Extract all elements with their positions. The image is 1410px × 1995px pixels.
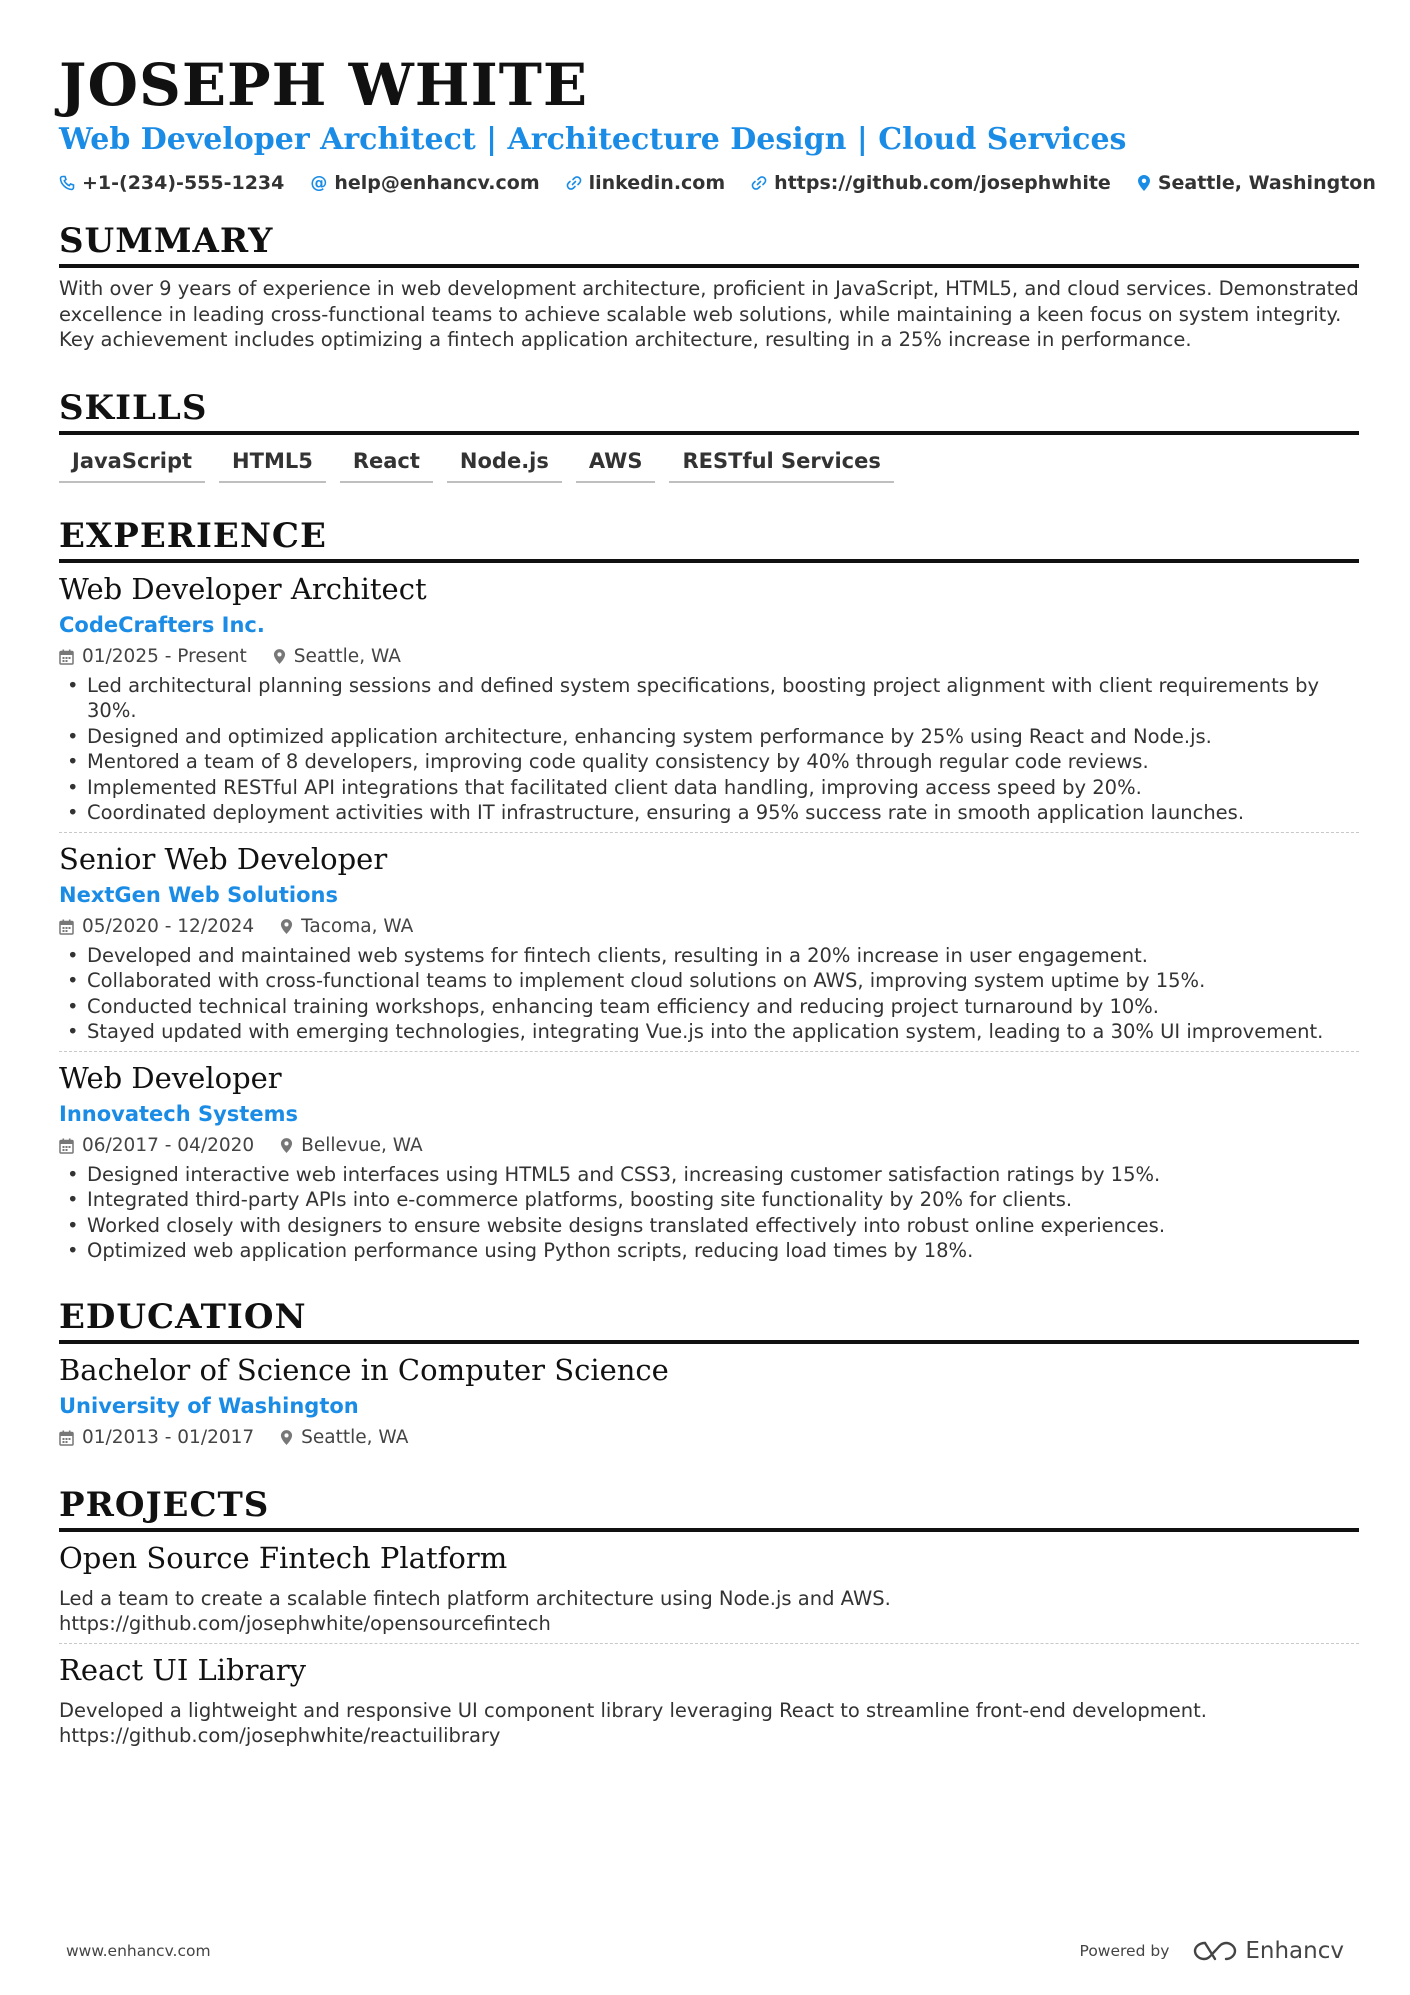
job-title: Web Developer <box>59 1060 282 1095</box>
contact-location-text: Seattle, Washington <box>1157 172 1376 194</box>
job-meta <box>59 1134 1359 1158</box>
job-dates <box>59 915 254 939</box>
contact-bar <box>59 172 1376 194</box>
skill-tag: AWS <box>576 449 656 483</box>
skill-tag: React <box>340 449 433 483</box>
skill-tag: Node.js <box>447 449 562 483</box>
job-bullet: • Optimized web application performance using Python scripts, reducing load times by 18%. <box>59 1238 1359 1264</box>
summary-heading: SUMMARY <box>59 220 1359 268</box>
project-entry <box>59 1650 1359 1755</box>
contact-phone[interactable] <box>59 172 284 194</box>
location-pin-icon <box>273 648 286 665</box>
job-dates-text: 06/2017 - 04/2020 <box>82 1134 255 1156</box>
powered-by <box>1080 1938 1344 1964</box>
job-location <box>280 915 413 939</box>
education-location-text: Seattle, WA <box>301 1426 409 1448</box>
experience-heading: EXPERIENCE <box>59 515 1359 563</box>
calendar-icon <box>59 919 74 935</box>
contact-github[interactable] <box>751 172 1111 194</box>
job-bullet: • Collaborated with cross-functional teams to implement cloud solutions on AWS, improving system uptime by 15%. <box>59 968 1359 994</box>
resume-page <box>59 50 1376 1755</box>
contact-linkedin-text: linkedin.com <box>588 172 726 194</box>
skill-tag: RESTful Services <box>669 449 893 483</box>
footer-website[interactable]: www.enhancv.com <box>66 1942 211 1960</box>
job-bullet: • Developed and maintained web systems for fintech clients, resulting in a 20% increase in user engagement. <box>59 943 1359 969</box>
project-title: React UI Library <box>59 1652 307 1687</box>
enhancv-logo-text: Enhancv <box>1245 1938 1344 1964</box>
company-name: Innovatech Systems <box>59 1101 298 1126</box>
job-location-text: Tacoma, WA <box>301 915 414 937</box>
job-meta <box>59 645 1359 669</box>
job-title: Senior Web Developer <box>59 841 388 876</box>
job-bullets <box>59 943 1359 1045</box>
job-bullets <box>59 673 1359 826</box>
link-icon <box>751 175 767 191</box>
project-link[interactable]: https://github.com/josephwhite/reactuilibrary <box>59 1724 501 1747</box>
calendar-icon <box>59 1430 74 1446</box>
job-entry <box>59 569 1359 833</box>
skills-list <box>59 449 1359 483</box>
summary-text: With over 9 years of experience in web development architecture, proficient in JavaScript, HTML5, and cloud services. Demonstrated excellence in leading cross-functional teams to achieve scalable web solutions, while maintaining a keen focus on system integrity. Key achievement includes optimizing a fintech application architecture, resulting in a 25% increase in performance. <box>59 277 1359 351</box>
location-pin-icon <box>280 1137 293 1154</box>
job-location <box>273 645 401 669</box>
job-location-text: Seattle, WA <box>293 645 401 667</box>
job-dates-text: 05/2020 - 12/2024 <box>82 915 255 937</box>
education-dates <box>59 1426 254 1450</box>
job-entry <box>59 1058 1359 1270</box>
projects-heading: PROJECTS <box>59 1484 1359 1532</box>
project-link[interactable]: https://github.com/josephwhite/opensourcefintech <box>59 1612 551 1635</box>
job-meta <box>59 915 1359 939</box>
candidate-name: JOSEPH WHITE <box>59 51 589 119</box>
job-entry <box>59 839 1359 1052</box>
calendar-icon <box>59 649 74 665</box>
projects-section <box>59 1484 1359 1755</box>
experience-section <box>59 515 1359 1270</box>
summary-section <box>59 220 1359 353</box>
job-bullet: • Coordinated deployment activities with IT infrastructure, ensuring a 95% success rate in smooth application launches. <box>59 800 1359 826</box>
link-icon <box>566 175 582 191</box>
skill-tag: HTML5 <box>219 449 326 483</box>
project-title: Open Source Fintech Platform <box>59 1540 508 1575</box>
job-location <box>280 1134 423 1158</box>
location-pin-icon <box>280 918 293 935</box>
location-pin-icon <box>280 1429 293 1446</box>
project-description: Led a team to create a scalable fintech platform architecture using Node.js and AWS. <box>59 1586 891 1610</box>
job-bullet: • Stayed updated with emerging technologies, integrating Vue.js into the application system, leading to a 30% UI improvement. <box>59 1019 1359 1045</box>
job-dates <box>59 645 247 669</box>
education-section <box>59 1296 1359 1450</box>
skill-tag: JavaScript <box>59 449 205 483</box>
candidate-headline: Web Developer Architect | Architecture Design | Cloud Services <box>59 122 1127 157</box>
job-bullet: • Integrated third-party APIs into e-commerce platforms, boosting site functionality by 20% for clients. <box>59 1187 1359 1213</box>
job-bullet: • Mentored a team of 8 developers, improving code quality consistency by 40% through regular code reviews. <box>59 749 1359 775</box>
company-name: NextGen Web Solutions <box>59 882 338 907</box>
page-footer <box>66 1938 1344 1964</box>
contact-email-text: help@enhancv.com <box>334 172 540 194</box>
contact-github-text: https://github.com/josephwhite <box>774 172 1111 194</box>
contact-linkedin[interactable] <box>566 172 726 194</box>
enhancv-logo-icon <box>1193 1939 1237 1963</box>
job-bullets <box>59 1162 1359 1264</box>
at-icon: @ <box>310 173 328 193</box>
phone-icon <box>59 175 75 191</box>
skills-section <box>59 387 1359 483</box>
location-pin-icon <box>1137 174 1151 192</box>
job-bullet: • Led architectural planning sessions and defined system specifications, boosting project alignment with client requirements by 30%. <box>59 673 1359 724</box>
education-dates-text: 01/2013 - 01/2017 <box>82 1426 255 1448</box>
skills-heading: SKILLS <box>59 387 1359 435</box>
company-name: CodeCrafters Inc. <box>59 612 265 637</box>
calendar-icon <box>59 1138 74 1154</box>
job-bullet: • Implemented RESTful API integrations that facilitated client data handling, improving access speed by 20%. <box>59 775 1359 801</box>
degree-title: Bachelor of Science in Computer Science <box>59 1352 669 1387</box>
job-dates-text: 01/2025 - Present <box>82 645 247 667</box>
powered-by-label: Powered by <box>1079 1942 1170 1960</box>
enhancv-logo[interactable] <box>1193 1938 1344 1964</box>
contact-email[interactable] <box>310 172 539 194</box>
job-bullet: • Conducted technical training workshops, enhancing team efficiency and reducing project turnaround by 10%. <box>59 994 1359 1020</box>
job-bullet: • Designed and optimized application architecture, enhancing system performance by 25% using React and Node.js. <box>59 724 1359 750</box>
job-title: Web Developer Architect <box>59 571 427 606</box>
contact-location <box>1137 172 1376 194</box>
job-bullet: • Worked closely with designers to ensure website designs translated effectively into robust online experiences. <box>59 1213 1359 1239</box>
education-location <box>280 1426 408 1450</box>
school-name: University of Washington <box>59 1393 359 1418</box>
job-dates <box>59 1134 254 1158</box>
project-description: Developed a lightweight and responsive UI component library leveraging React to streamline front-end development. <box>59 1698 1207 1722</box>
contact-phone-text: +1-(234)-555-1234 <box>82 172 285 194</box>
project-entry <box>59 1538 1359 1644</box>
education-meta <box>59 1426 1359 1450</box>
job-bullet: • Designed interactive web interfaces using HTML5 and CSS3, increasing customer satisfaction ratings by 15%. <box>59 1162 1359 1188</box>
education-heading: EDUCATION <box>59 1296 1359 1344</box>
job-location-text: Bellevue, WA <box>301 1134 423 1156</box>
